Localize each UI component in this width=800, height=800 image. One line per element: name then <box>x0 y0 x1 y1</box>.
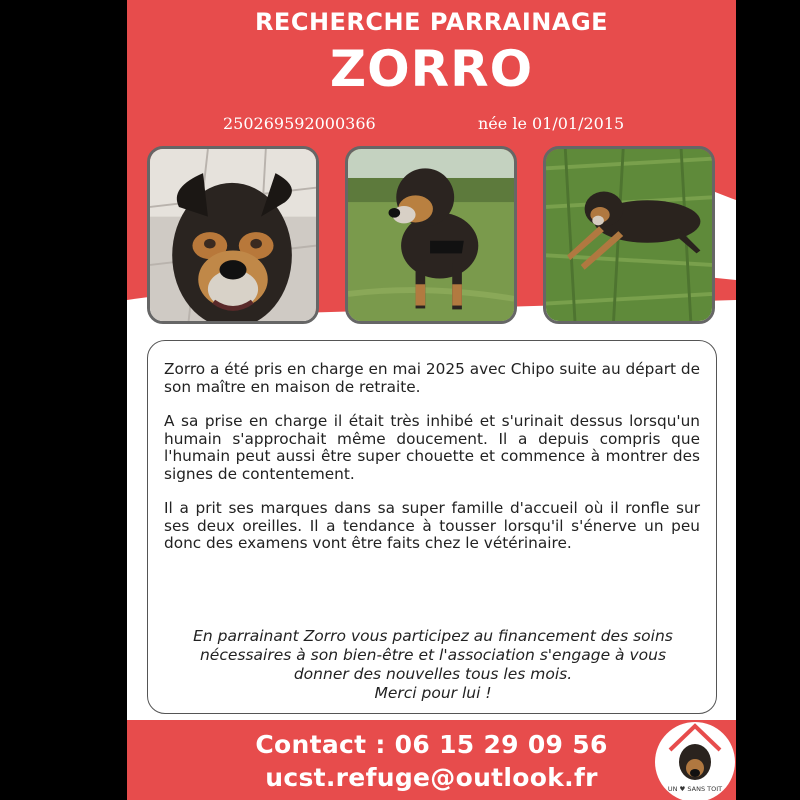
appeal-line: donner des nouvelles tous les mois. <box>293 665 573 683</box>
dog-photo-lying <box>543 146 715 324</box>
dog-name: ZORRO <box>329 40 534 98</box>
dog-photo-standing <box>345 146 517 324</box>
story-paragraph-1: Zorro a été pris en charge en mai 2025 avec Chipo suite au départ de son maître en maison de retraite. <box>164 360 700 396</box>
contact-email[interactable]: ucst.refuge@outlook.fr <box>265 763 598 792</box>
sponsorship-poster <box>127 0 736 800</box>
story-paragraph-3: Il a prit ses marques dans sa super famille d'accueil où il ronfle sur ses deux oreilles. Il a tendance à tousser lorsqu'il s'énerve un peu donc des examens vont être faits chez le vétérinaire. <box>164 499 700 552</box>
dog-photo-portrait <box>147 146 319 324</box>
logo-text: UN ♥ SANS TOIT <box>667 785 723 793</box>
birth-date: née le 01/01/2015 <box>478 114 625 133</box>
appeal-line: Merci pour lui ! <box>374 684 492 702</box>
contact-phone[interactable]: Contact : 06 15 29 09 56 <box>255 730 608 759</box>
appeal-line: En parrainant Zorro vous participez au financement des soins <box>193 627 673 645</box>
story-box <box>147 340 717 714</box>
shelter-logo <box>652 716 736 800</box>
sponsorship-appeal <box>148 627 718 703</box>
appeal-line: nécessaires à son bien-être et l'association s'engage à vous <box>199 646 667 664</box>
story-paragraph-2: A sa prise en charge il était très inhibé et s'urinait dessus lorsqu'un humain s'approchait même doucement. Il a depuis compris que l'humain peut aussi être super chouette et commence à montrer des signes de contentement. <box>164 412 700 483</box>
poster-heading: RECHERCHE PARRAINAGE <box>254 8 609 36</box>
chip-number: 250269592000366 <box>223 114 376 133</box>
